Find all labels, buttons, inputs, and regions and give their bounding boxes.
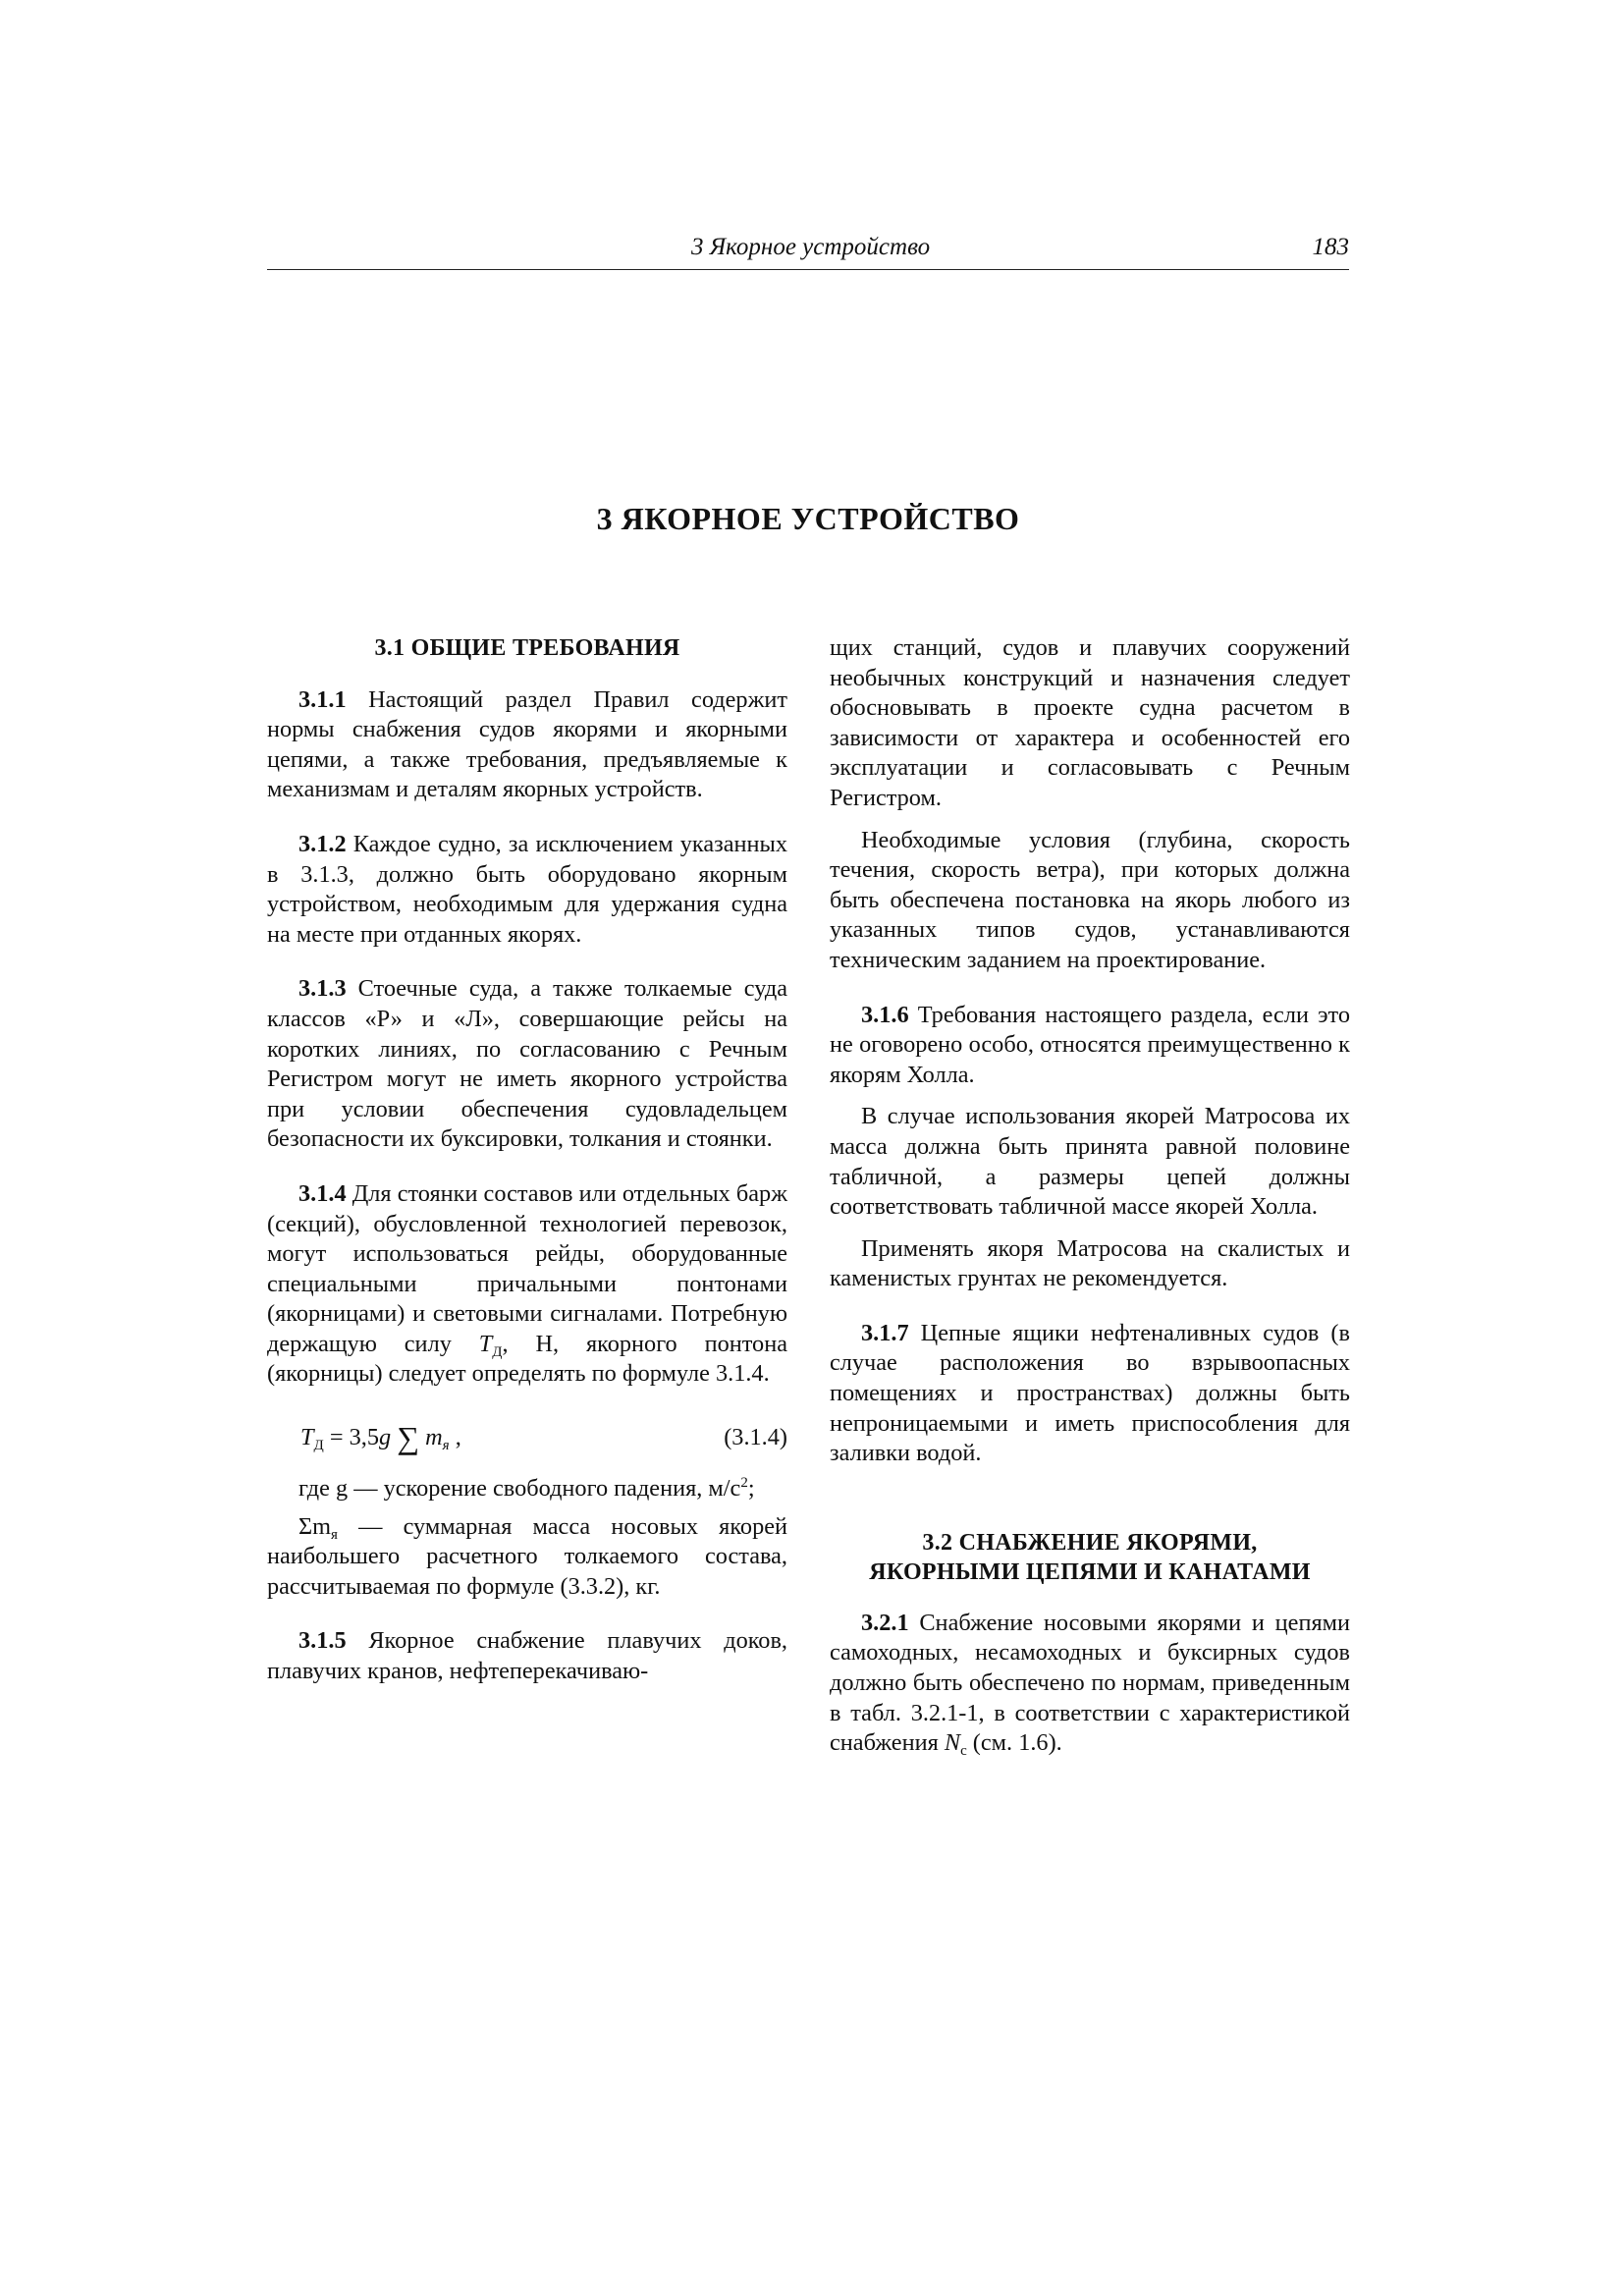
- clause-number: 3.1.2: [298, 830, 347, 857]
- left-column: [267, 633, 787, 1687]
- paragraph-text: Для стоянки составов или отдельных барж (секций), обусловленной технологией перевозок, могут использоваться рейды, оборудованные специальными причальными понтонами (якорницами) и световыми сигналами. Потребную держащую силу: [267, 1179, 787, 1357]
- clause-number: 3.1.7: [861, 1319, 909, 1346]
- paragraph-text: Снабжение носовыми якорями и цепями самоходных, несамоходных и буксирных судов должно быть обеспечено по нормам, приведенным в табл. 3.2.1-1, в соответствии с характеристикой снабжения: [830, 1609, 1350, 1757]
- paragraph-3-1-7: [830, 1319, 1350, 1469]
- paragraph-text: Каждое судно, за исключением указанных в 3.1.3, должно быть оборудовано якорным устройством, необходимым для удержания судна на месте при отданных якорях.: [267, 830, 787, 948]
- paragraph-3-1-6: [830, 1001, 1350, 1091]
- running-title: 3 Якорное устройство: [691, 234, 931, 260]
- formula-lhs: T: [300, 1424, 314, 1451]
- paragraph-3-2-1: [830, 1609, 1350, 1759]
- formula-number: (3.1.4): [724, 1424, 787, 1451]
- where-g-end: ;: [747, 1475, 755, 1503]
- symbol-subscript: Д: [492, 1343, 503, 1360]
- paragraph-text: (см. 1.6).: [966, 1729, 1062, 1757]
- formula-lhs-subscript: Д: [313, 1438, 324, 1454]
- where-g-text: где g — ускорение свободного падения, м/с: [298, 1475, 741, 1503]
- paragraph-3-1-4: [267, 1179, 787, 1390]
- formula-3-1-4: [267, 1421, 787, 1460]
- paragraph-3-1-5-b: Необходимые условия (глубина, скорость течения, скорость ветра), при которых должна быть обеспечена постановка на якорь любого из указанных типов судов, устанавливаются техническим заданием на проектирование.: [830, 826, 1350, 973]
- page-number: 183: [1312, 234, 1349, 260]
- formula-g: g: [378, 1424, 392, 1451]
- formula-body: [300, 1420, 461, 1456]
- paragraph-3-1-6-b: В случае использования якорей Матросова их масса должна быть принята равной половине табличной, а размеры цепей должны соответствовать табличной массе якорей Холла.: [830, 1103, 1350, 1221]
- section-3-1-heading: 3.1 ОБЩИЕ ТРЕБОВАНИЯ: [374, 635, 680, 661]
- paragraph-3-1-5: [267, 1626, 787, 1686]
- formula-m: m: [425, 1424, 443, 1451]
- paragraph-text: , Н, якорного понтона (якорницы) следует определять по формуле 3.1.4.: [267, 1330, 787, 1388]
- paragraph-3-1-2: [267, 830, 787, 950]
- symbol-T: T: [478, 1330, 493, 1357]
- clause-number: 3.1.5: [298, 1627, 347, 1655]
- clause-number: 3.1.1: [298, 685, 347, 713]
- clause-number: 3.2.1: [861, 1609, 909, 1636]
- where-m-symbol: Σm: [298, 1512, 332, 1540]
- paragraph-3-1-3: [267, 974, 787, 1155]
- heading-line-1: 3.2 СНАБЖЕНИЕ ЯКОРЯМИ,: [922, 1529, 1258, 1556]
- clause-number: 3.1.3: [298, 975, 347, 1003]
- chapter-title: 3 ЯКОРНОЕ УСТРОЙСТВО: [596, 501, 1020, 536]
- paragraph-3-1-1: [267, 685, 787, 805]
- formula-m-subscript: я: [442, 1438, 450, 1454]
- running-header: [267, 234, 1349, 270]
- section-3-2-heading: [830, 1528, 1350, 1587]
- formula-tail: ,: [449, 1424, 461, 1451]
- paragraph-text: Цепные ящики нефтеналивных судов (в случае расположения во взрывоопасных помещениях и пространствах) должны быть непроницаемыми и иметь приспособления для заливки водой.: [830, 1319, 1350, 1467]
- where-m-text: — суммарная масса носовых якорей наибольшего расчетного толкаемого состава, рассчитываемая по формуле (3.3.2), кг.: [267, 1512, 787, 1600]
- clause-number: 3.1.6: [861, 1001, 909, 1028]
- formula-equals: = 3,5: [323, 1424, 379, 1451]
- right-column: [830, 633, 1350, 1759]
- paragraph-text: Якорное снабжение плавучих доков, плавучих кранов, нефтеперекачиваю-: [267, 1627, 787, 1685]
- symbol-subscript: с: [960, 1743, 967, 1760]
- paragraph-3-1-6-c: Применять якоря Матросова на скалистых и каменистых грунтах не рекомендуется.: [830, 1234, 1350, 1292]
- superscript: 2: [740, 1475, 748, 1492]
- where-m: [267, 1512, 787, 1603]
- where-m-subscript: я: [331, 1526, 338, 1543]
- symbol-N: N: [944, 1729, 961, 1757]
- sum-symbol: ∑: [397, 1420, 420, 1456]
- where-g: [267, 1474, 787, 1504]
- clause-number: 3.1.4: [298, 1179, 347, 1207]
- paragraph-text: Настоящий раздел Правил содержит нормы снабжения судов якорями и якорными цепями, а также требования, предъявляемые к механизмам и деталям якорных устройств.: [267, 685, 787, 803]
- paragraph-text: Требования настоящего раздела, если это не оговорено особо, относятся преимущественно к якорям Холла.: [830, 1001, 1350, 1088]
- paragraph-3-1-5-continued: щих станций, судов и плавучих сооружений необычных конструкций и назначения следует обосновывать в проекте судна расчетом в зависимости от характера и особенностей его эксплуатации и согласовывать с Речным Регистром.: [830, 634, 1350, 811]
- paragraph-text: Стоечные суда, а также толкаемые суда классов «Р» и «Л», совершающие рейсы на коротких линиях, по согласованию с Речным Регистром могут не иметь якорного устройства при условии обеспечения судовладельцем безопасности их буксировки, толкания и стоянки.: [267, 975, 787, 1153]
- heading-line-2: ЯКОРНЫМИ ЦЕПЯМИ И КАНАТАМИ: [869, 1558, 1311, 1585]
